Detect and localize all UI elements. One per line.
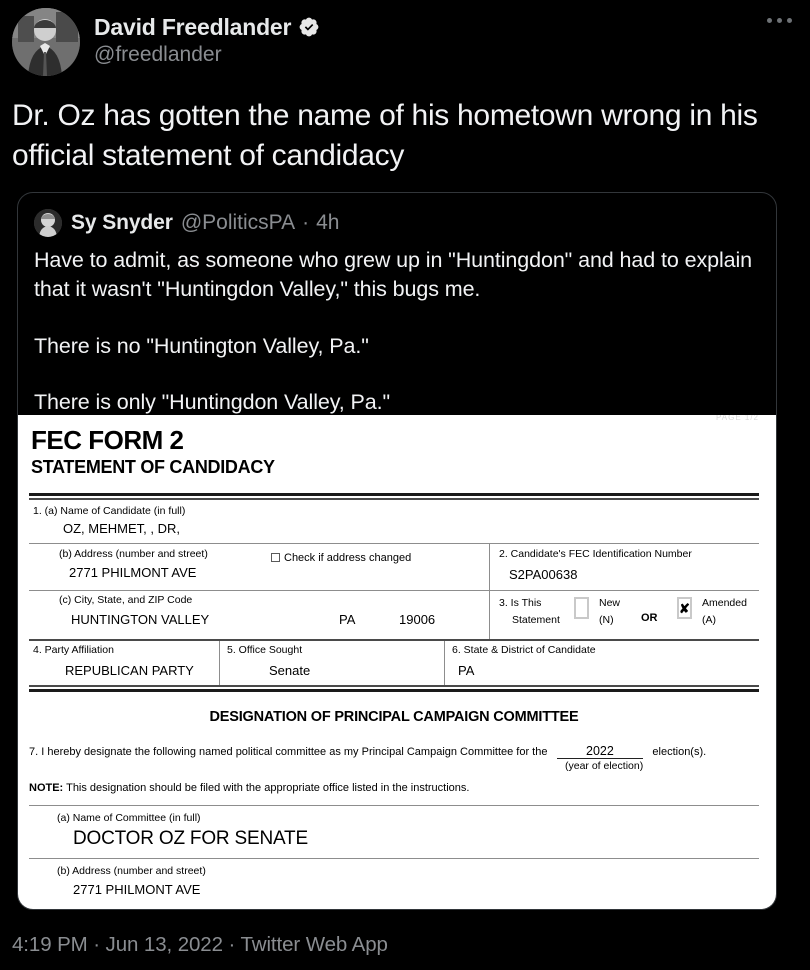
- form-note: [29, 782, 759, 796]
- address-changed-label: Check if address changed: [284, 552, 412, 565]
- quoted-paragraph-2: There is no "Huntington Valley, Pa.": [34, 333, 369, 358]
- form-subtitle: STATEMENT OF CANDIDACY: [31, 457, 275, 477]
- form-page-number: PAGE 1/2: [716, 415, 759, 422]
- tweet-author-header: [12, 8, 320, 76]
- separator-dot: ·: [302, 211, 310, 234]
- form-row-committee-name: [29, 806, 759, 858]
- field-3-amended-line2: (A): [702, 613, 716, 626]
- checkbox-new[interactable]: [574, 597, 589, 619]
- field-7-year-caption: (year of election): [565, 760, 644, 773]
- tweet-timestamp-footer[interactable]: 4:19 PM · Jun 13, 2022 · Twitter Web App: [12, 933, 388, 956]
- form-title: FEC FORM 2: [31, 425, 184, 455]
- field-4-value: REPUBLICAN PARTY: [65, 662, 194, 678]
- tweet-body-text: Dr. Oz has gotten the name of his hometown wrong in his official statement of candidacy: [12, 99, 758, 172]
- form-note-bold: NOTE:: [29, 782, 64, 795]
- field-1a-value: OZ, MEHMET, , DR,: [63, 521, 180, 537]
- column-divider: [444, 641, 445, 685]
- field-3-label: [499, 595, 560, 628]
- field-3-new-line1: New: [599, 597, 621, 610]
- field-3-amended-labels: [702, 595, 747, 628]
- quoted-tweet-header: [34, 209, 776, 237]
- quoted-paragraph-3: There is only "Huntingdon Valley, Pa.": [34, 390, 391, 415]
- quoted-paragraph-1: Have to admit, as someone who grew up in "Huntingdon" and had to explain that it wasn't "Huntingdon Valley," this bugs me.: [34, 248, 753, 301]
- field-2-value: S2PA00638: [509, 566, 578, 582]
- field-1c-label: (c) City, State, and ZIP Code: [59, 594, 193, 607]
- field-3-new-labels: [599, 595, 620, 628]
- field-5-value: Senate: [269, 662, 311, 678]
- field-1b-label: (b) Address (number and street): [59, 548, 208, 561]
- dot: [767, 18, 772, 23]
- quoted-avatar[interactable]: [34, 209, 62, 237]
- field-8b-value: 2771 PHILMONT AVE: [73, 882, 201, 898]
- column-divider: [489, 544, 490, 590]
- author-display-name[interactable]: David Freedlander: [94, 14, 292, 40]
- quoted-display-name[interactable]: Sy Snyder: [71, 211, 173, 234]
- field-8a-value: DOCTOR OZ FOR SENATE: [73, 828, 308, 850]
- field-1c-city: HUNTINGTON VALLEY: [71, 612, 210, 628]
- column-divider: [219, 641, 220, 685]
- form-row-name: [29, 500, 759, 543]
- verified-badge-icon: [298, 16, 320, 38]
- avatar[interactable]: [12, 8, 80, 76]
- designation-heading: DESIGNATION OF PRINCIPAL CAMPAIGN COMMITTEE: [209, 709, 579, 726]
- field-7-year[interactable]: 2022: [557, 744, 643, 759]
- form-row-committee-address: [29, 859, 759, 910]
- field-3-label-line1: 3. Is This: [499, 597, 542, 610]
- paragraph-gap: [34, 360, 760, 388]
- author-name-block: [94, 8, 320, 68]
- field-6-value: PA: [458, 662, 475, 678]
- form-row-party: [29, 641, 759, 685]
- field-8b-label: (b) Address (number and street): [57, 865, 206, 878]
- dot: [787, 18, 792, 23]
- checkbox-box[interactable]: [271, 553, 280, 562]
- quoted-tweet-card[interactable]: [17, 192, 777, 910]
- address-changed-checkbox[interactable]: [271, 548, 411, 566]
- field-2-label: 2. Candidate's FEC Identification Number: [499, 548, 692, 561]
- field-7-suffix: election(s).: [652, 746, 707, 759]
- form-row-designation: [29, 742, 759, 776]
- paragraph-gap: [34, 304, 760, 332]
- field-1b-value: 2771 PHILMONT AVE: [69, 564, 197, 580]
- quoted-timestamp[interactable]: 4h: [316, 211, 340, 234]
- form-row-address: [29, 544, 759, 590]
- checkbox-amended[interactable]: ✘: [677, 597, 692, 619]
- form-divider: [29, 689, 759, 692]
- column-divider: [489, 591, 490, 639]
- fec-form-image[interactable]: [17, 415, 777, 910]
- author-handle[interactable]: @freedlander: [94, 43, 222, 67]
- form-row-city: [29, 591, 759, 639]
- quoted-tweet-text: [34, 246, 760, 417]
- field-3-new-line2: (N): [599, 613, 614, 626]
- field-3-or: OR: [641, 612, 658, 625]
- field-1a-label: 1. (a) Name of Candidate (in full): [33, 505, 186, 517]
- form-table: [29, 493, 759, 910]
- field-4-label: 4. Party Affiliation: [33, 644, 114, 657]
- field-1c-state: PA: [339, 612, 356, 628]
- field-7-prefix: 7. I hereby designate the following named political committee as my Principal Campaign Committee for the: [29, 746, 548, 759]
- field-3-amended-line1: Amended: [702, 597, 747, 610]
- more-options-icon[interactable]: [767, 18, 792, 23]
- field-8a-label: (a) Name of Committee (in full): [57, 812, 201, 825]
- quoted-handle[interactable]: @PoliticsPA: [180, 211, 296, 234]
- field-3-label-line2: Statement: [512, 613, 560, 626]
- field-5-label: 5. Office Sought: [227, 644, 303, 657]
- field-1c-zip: 19006: [399, 612, 436, 628]
- form-note-text: This designation should be filed with the appropriate office listed in the instructions.: [66, 782, 470, 795]
- field-6-label: 6. State & District of Candidate: [452, 644, 596, 657]
- dot: [777, 18, 782, 23]
